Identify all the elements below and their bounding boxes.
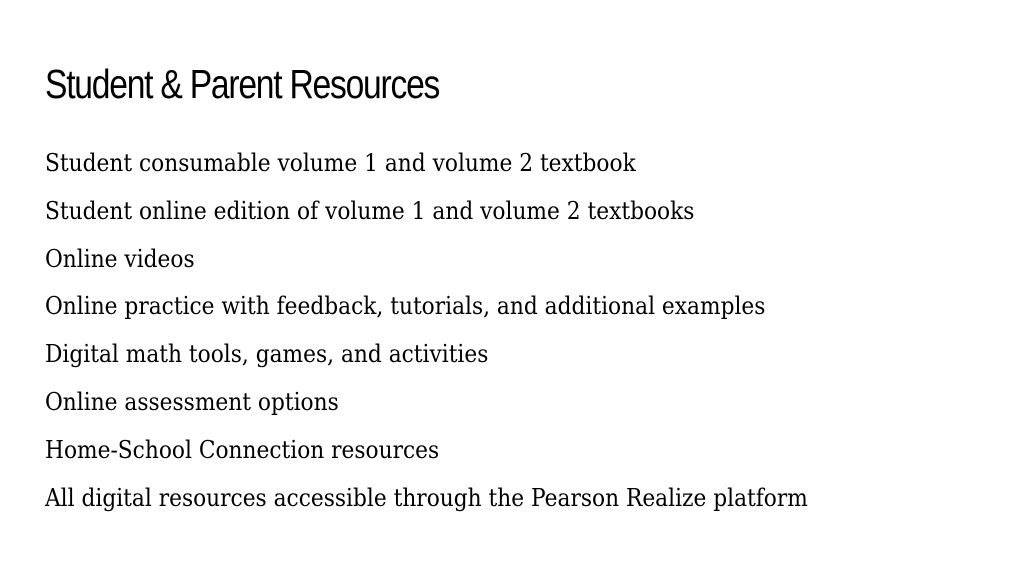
resource-item-online-practice: Online practice with feedback, tutorials, and additional examples — [45, 292, 766, 321]
resource-item-textbook: Student consumable volume 1 and volume 2 textbook — [45, 149, 636, 177]
resource-item-digital-tools: Digital math tools, games, and activities — [45, 340, 489, 369]
resource-item-home-school: Home-School Connection resources — [45, 435, 440, 464]
resource-item-online-edition: Student online edition of volume 1 and volume 2 textbooks — [45, 196, 695, 225]
resource-item-assessment: Online assessment options — [45, 387, 339, 416]
slide-title: Student & Parent Resources — [45, 61, 440, 107]
resource-item-pearson-realize: All digital resources accessible through the Pearson Realize platform — [45, 483, 808, 512]
resource-list — [45, 140, 1024, 522]
resource-item-online-videos: Online videos — [45, 244, 195, 273]
